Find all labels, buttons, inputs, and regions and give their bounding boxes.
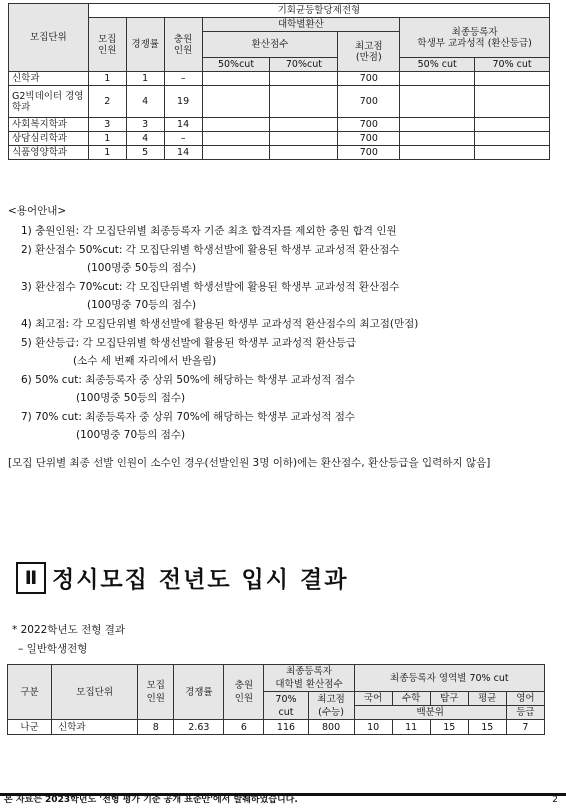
subheading-type: – 일반학생전형 [18,643,88,655]
header-english: 영어 [506,692,544,706]
table-row: 사회복지학과 3 3 14 700 [9,118,550,132]
table-row: 식품영양학과 1 5 14 700 [9,146,550,160]
admission-table-2 [7,664,545,735]
section-numeral: Ⅱ [16,562,46,594]
header-competition: 경쟁률 [174,665,224,720]
term-item: 1) 충원인원: 각 모집단위별 최종등록자 기준 최초 합격자를 제외한 충원 합격 인원 [21,225,397,237]
admission-table-1 [8,3,550,160]
table-row: 상담심리학과 1 4 – 700 [9,132,550,146]
header-50cut-final: 50% cut [400,58,475,72]
header-competition: 경쟁률 [126,18,164,72]
bracket-note: [모집 단위별 최종 선발 인원이 소수인 경우(선발인원 3명 이하)에는 환산점수, 환산등급을 입력하지 않음] [8,457,491,469]
header-extra: 충원 인원 [224,665,264,720]
term-item: 4) 최고점: 각 모집단위별 학생선발에 활용된 학생부 교과성적 환산점수의 최고점(만점) [21,318,419,330]
header-70cut-final: 70% cut [475,58,550,72]
header-50cut: 50%cut [202,58,270,72]
subheading-year: * 2022학년도 전형 결과 [12,624,125,636]
section-title [16,561,348,594]
header-unit: 모집단위 [52,665,138,720]
term-item: 3) 환산점수 70%cut: 각 모집단위별 학생선발에 활용된 학생부 교과성적 환산점수 (100명중 70등의 점수) [21,281,400,311]
header-70cut: 70%cut [270,58,338,72]
header-recruit: 모집 인원 [88,18,126,72]
footer-note: 본 자료는 2023학년도 '전형 평가 기준 공개 표준안'에서 발췌하였습니다. [4,795,298,805]
header-grade: 등급 [506,706,544,720]
header-extra: 충원 인원 [164,18,202,72]
table-row: 신학과 1 1 – 700 [9,72,550,86]
header-unit: 모집단위 [9,4,89,72]
header-sub: 대학별환산 [202,18,400,32]
header-percentile: 백분위 [354,706,506,720]
header-korean: 국어 [354,692,392,706]
header-math: 수학 [392,692,430,706]
header-70cut: 70% cut [264,692,308,720]
page-number: 2 [552,795,558,805]
header-max: 최고점 (수능) [308,692,354,720]
header-max: 최고점 (만점) [338,32,400,72]
header-inquiry: 탐구 [430,692,468,706]
section-heading: 정시모집 전년도 입시 결과 [52,567,349,593]
header-recruit: 모집 인원 [138,665,174,720]
terms-guide [8,203,558,470]
term-item: 2) 환산점수 50%cut: 각 모집단위별 학생선발에 활용된 학생부 교과성적 환산점수 (100명중 50등의 점수) [21,244,400,274]
header-score: 환산점수 [202,32,338,58]
header-div: 구분 [8,665,52,720]
header-area: 최종등록자 영역별 70% cut [354,665,544,692]
term-item: 7) 70% cut: 최종등록자 중 상위 70%에 해당하는 학생부 교과성적 점수 (100명중 70등의 점수) [21,411,356,441]
header-average: 평균 [468,692,506,706]
term-item: 5) 환산등급: 각 모집단위별 학생선발에 활용된 학생부 교과성적 환산등급 (소수 세 번째 자리에서 반올림) [21,337,357,367]
header-final: 최종등록자 대학별 환산점수 [264,665,354,692]
table-row: G2빅데이터 경영학과 2 4 19 700 [9,86,550,118]
header-final: 최종등록자 학생부 교과성적 (환산등급) [400,18,550,58]
header-group: 기회균등할당제전형 [88,4,549,18]
terms-title: <용어안내> [8,205,67,217]
table-row: 나군 신학과 8 2.63 6 116 800 10 11 15 15 7 [8,720,545,735]
term-item: 6) 50% cut: 최종등록자 중 상위 50%에 해당하는 학생부 교과성적 점수 (100명중 50등의 점수) [21,374,356,404]
